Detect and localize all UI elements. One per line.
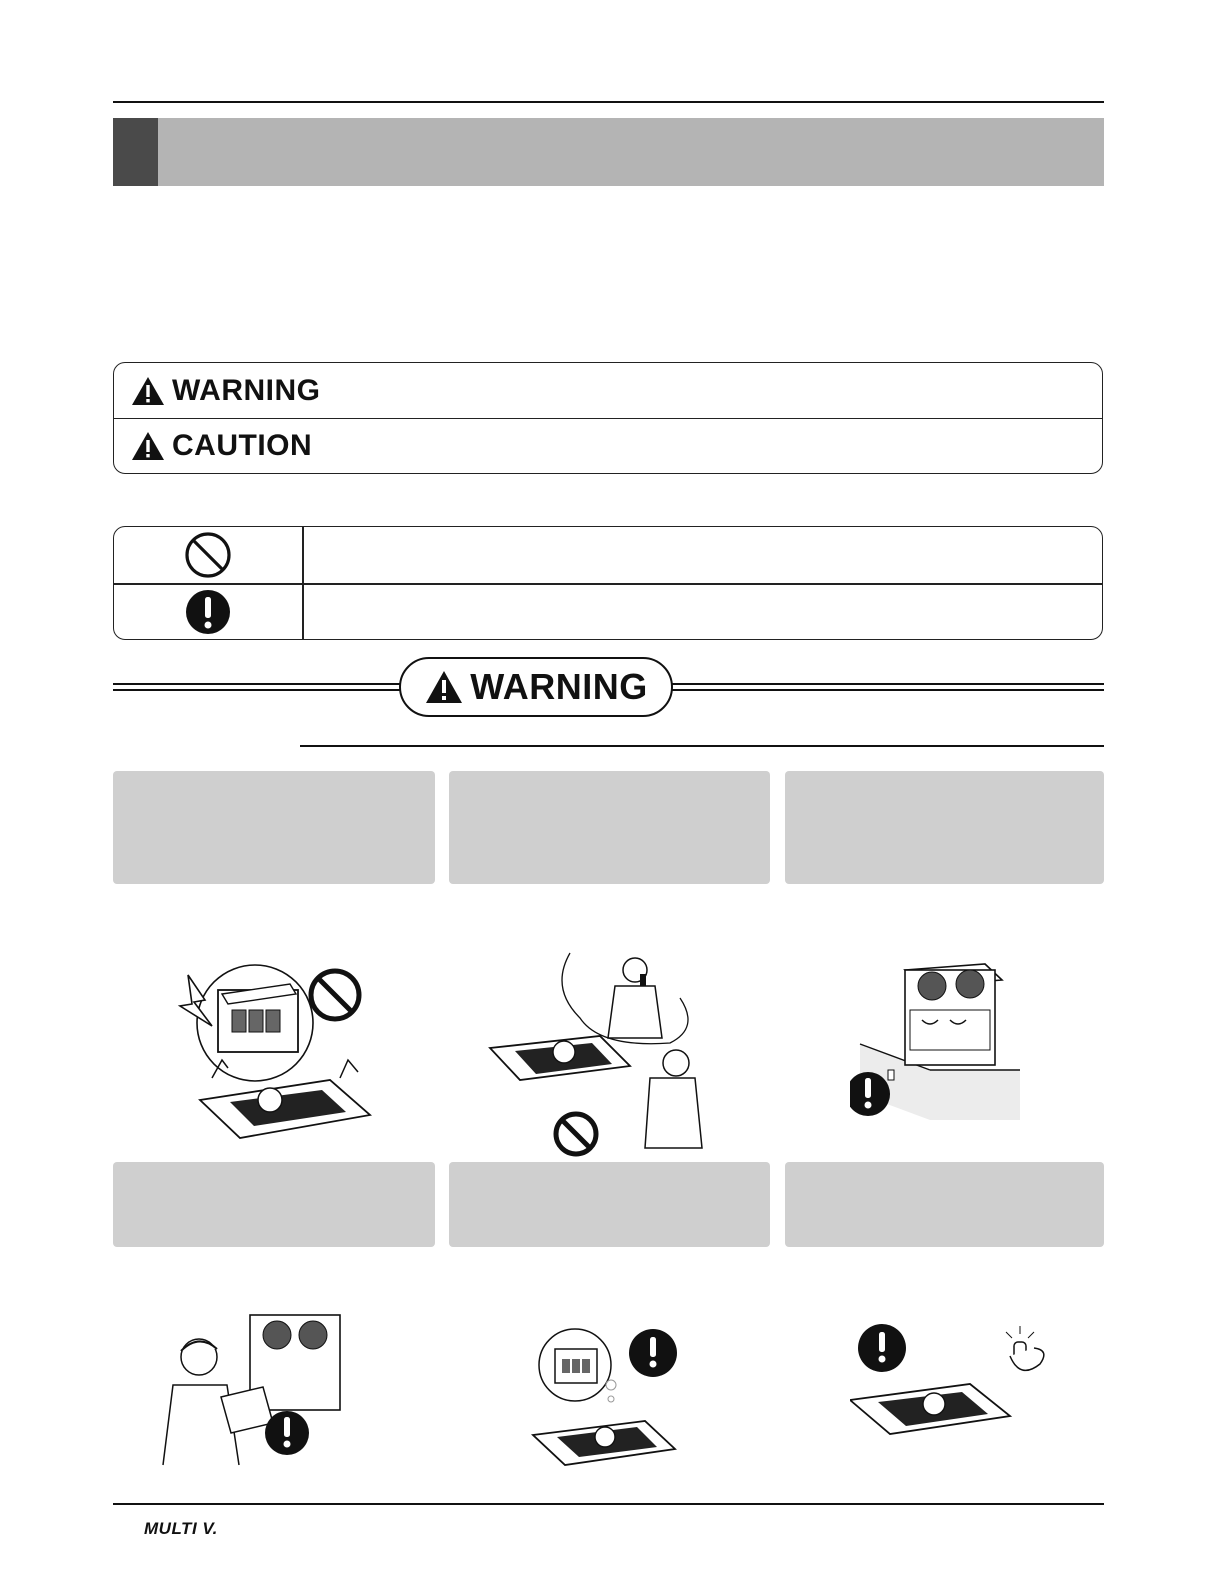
subheading-rule [300,745,1104,747]
warning-text-box-1 [113,771,435,884]
symbol-row-prohibition [114,527,302,583]
warning-banner [399,657,673,717]
warning-banner-label: WARNING [470,666,648,707]
banner-rule-right-bottom [672,689,1104,691]
installer-manual-illustration [155,1305,355,1475]
warning-triangle-icon [424,669,464,705]
banner-rule-left-bottom [113,689,400,691]
legend-warning-label: WARNING [172,373,321,407]
installer-phone-prohibition-illustration [480,948,720,1158]
warning-text-box-6 [785,1162,1104,1247]
legend-caution-row [114,418,1102,473]
warning-triangle-icon [130,375,166,407]
symbol-row-mandatory [114,584,302,640]
breaker-check-illustration [525,1325,705,1475]
section-title-tab [113,118,158,186]
breaker-switch-prohibition-illustration [150,960,380,1160]
top-rule [113,101,1104,103]
symbol-legend [113,526,1103,640]
prohibition-icon [184,531,232,579]
warning-text-box-2 [449,771,770,884]
warning-text-box-5 [449,1162,770,1247]
fuse-illustration [850,1320,1070,1470]
warning-triangle-icon [130,430,166,462]
banner-rule-right-top [672,683,1104,685]
warning-text-box-3 [785,771,1104,884]
brand-logo: MULTI V. [144,1519,218,1538]
outdoor-unit-base-illustration [850,960,1030,1130]
symbol-row-divider [114,583,1102,585]
legend-warning-row [114,363,1102,418]
legend-caution-label: CAUTION [172,429,313,462]
footer-rule [113,1503,1104,1505]
mandatory-icon [184,588,232,636]
signal-word-legend [113,362,1103,474]
section-title-bar [113,118,1104,186]
banner-rule-left-top [113,683,400,685]
warning-text-box-4 [113,1162,435,1247]
